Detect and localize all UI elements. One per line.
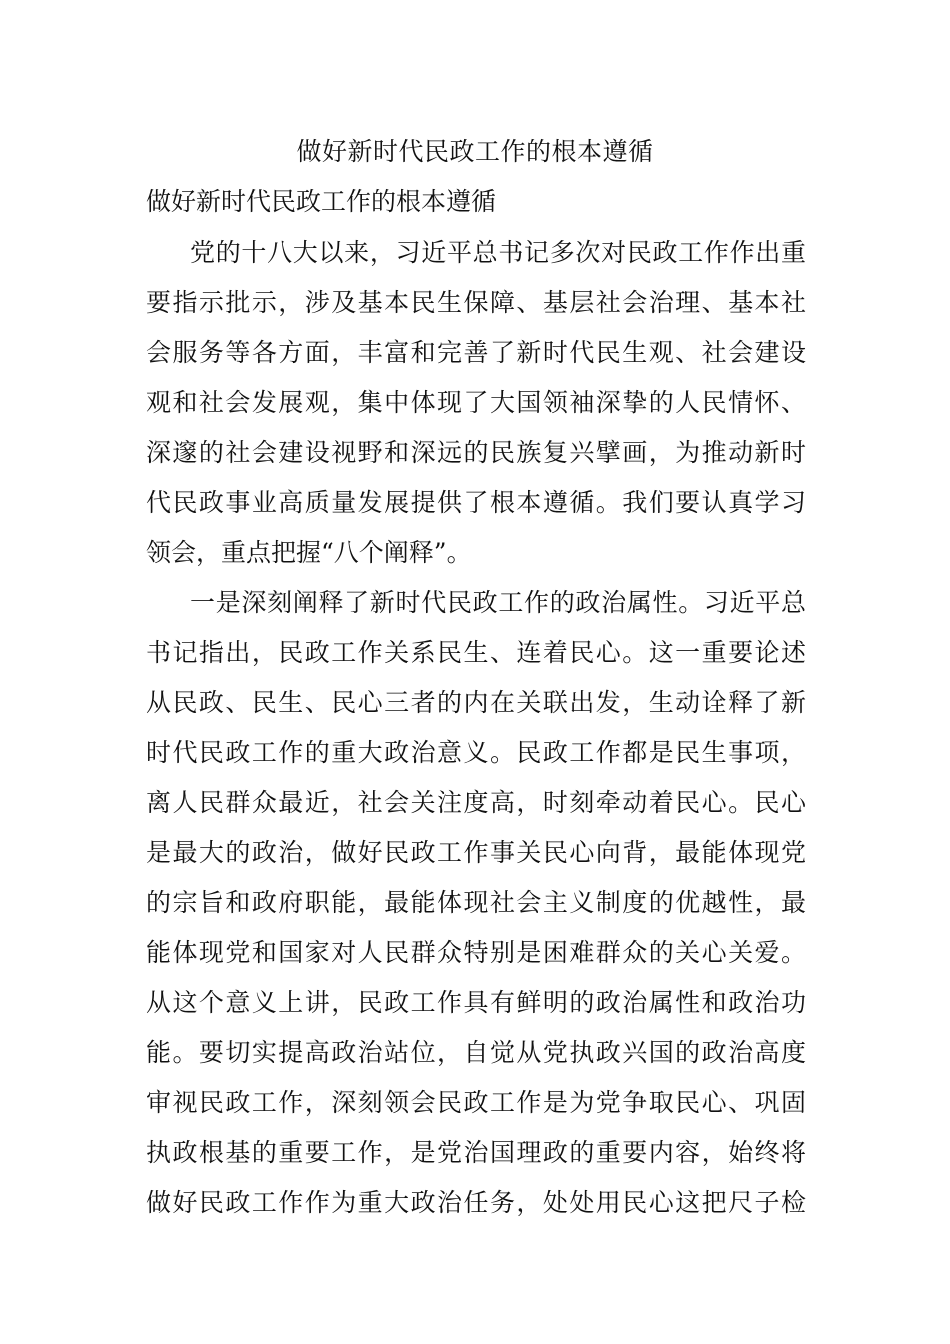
document-title: 做好新时代民政工作的根本遵循 (296, 137, 654, 166)
text-line: 观和社会发展观，集中体现了大国领袖深挚的人民情怀、 (146, 388, 806, 417)
text-line: 会服务等各方面，丰富和完善了新时代民生观、社会建设 (146, 338, 806, 367)
text-line: 时代民政工作的重大政治意义。民政工作都是民生事项， (146, 738, 806, 767)
body-text (146, 228, 806, 1228)
text-line: 书记指出，民政工作关系民生、连着民心。这一重要论述 (146, 638, 806, 667)
text-line: 执政根基的重要工作，是党治国理政的重要内容，始终将 (146, 1138, 806, 1167)
text-line: 离人民群众最近，社会关注度高，时刻牵动着民心。民心 (146, 788, 806, 817)
text-line: 领会，重点把握“八个阐释”。 (146, 538, 472, 567)
text-line: 一是深刻阐释了新时代民政工作的政治属性。习近平总 (190, 588, 806, 617)
text-line: 党的十八大以来，习近平总书记多次对民政工作作出重 (190, 238, 806, 267)
text-line: 能体现党和国家对人民群众特别是困难群众的关心关爱。 (146, 938, 806, 967)
text-line: 要指示批示，涉及基本民生保障、基层社会治理、基本社 (146, 288, 806, 317)
text-line: 代民政事业高质量发展提供了根本遵循。我们要认真学习 (146, 488, 806, 517)
text-line: 的宗旨和政府职能，最能体现社会主义制度的优越性，最 (146, 888, 806, 917)
text-line: 从这个意义上讲，民政工作具有鲜明的政治属性和政治功 (146, 988, 806, 1017)
text-line: 深邃的社会建设视野和深远的民族复兴擘画，为推动新时 (146, 438, 806, 467)
text-line: 做好民政工作作为重大政治任务，处处用民心这把尺子检 (146, 1188, 806, 1217)
text-line: 能。要切实提高政治站位，自觉从党执政兴国的政治高度 (146, 1038, 806, 1067)
text-line: 是最大的政治，做好民政工作事关民心向背，最能体现党 (146, 838, 806, 867)
text-line: 从民政、民生、民心三者的内在关联出发，生动诠释了新 (146, 688, 806, 717)
text-line: 审视民政工作，深刻领会民政工作是为党争取民心、巩固 (146, 1088, 806, 1117)
document-subtitle: 做好新时代民政工作的根本遵循 (146, 187, 497, 216)
